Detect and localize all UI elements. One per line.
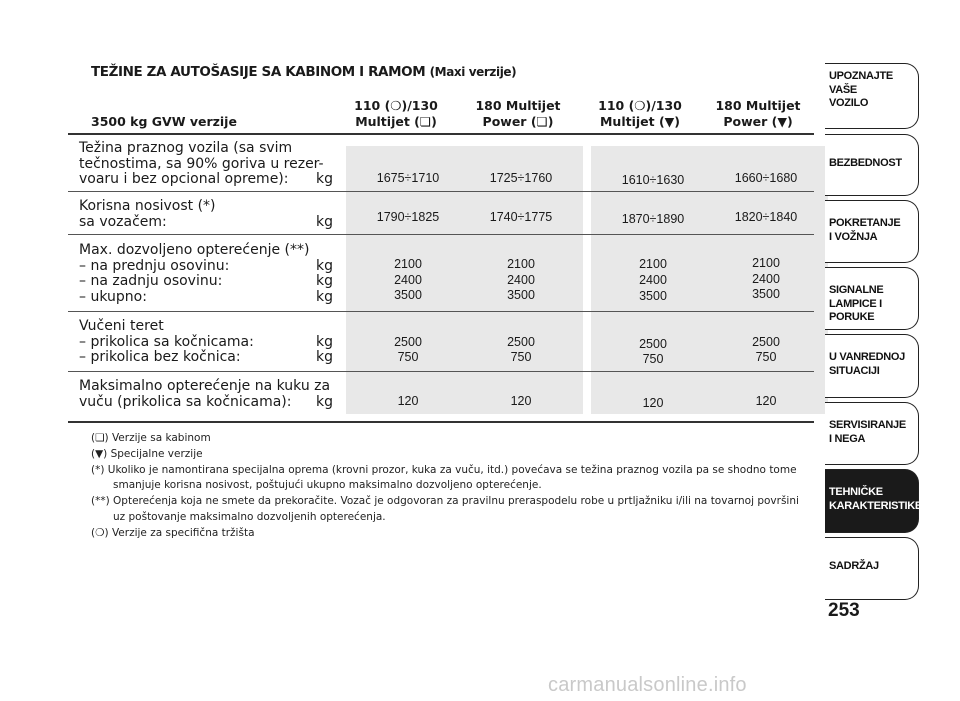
value-empty-weight: 1725÷1760 <box>489 171 553 185</box>
row-divider <box>68 234 814 235</box>
value-empty-weight: 1660÷1680 <box>734 171 798 185</box>
sidebar-tab-servisiranje[interactable]: SERVISIRANJE I NEGA <box>825 402 919 465</box>
value-braked-trailer: 2500 <box>394 335 422 349</box>
value-rear-axle: 2400 <box>752 272 780 286</box>
label-line <box>79 259 333 275</box>
column-header <box>458 98 578 130</box>
label-line <box>79 199 333 215</box>
value-hitch-load: 120 <box>510 394 532 408</box>
footnote-continuation: smanjuje korisna nosivost, poštujući ukupno maksimalno dozvoljeno opterećenje. <box>113 479 542 492</box>
label-unit: kg <box>316 273 333 289</box>
footnote: (▼) Specijalne verzije <box>91 447 203 460</box>
sidebar-tab-bezbednost[interactable]: BEZBEDNOST <box>825 134 919 196</box>
gvw-label: 3500 kg GVW verzije <box>91 114 237 129</box>
value-rear-axle: 2400 <box>394 273 422 287</box>
sidebar-tab-vanredna[interactable]: U VANREDNOJ SITUACIJI <box>825 334 919 398</box>
value-braked-trailer: 2500 <box>752 335 780 349</box>
table-bottom-rule <box>68 421 814 423</box>
row-label-max-load <box>79 243 333 305</box>
label-line <box>79 157 333 173</box>
label-text: sa vozačem: <box>79 213 167 230</box>
value-empty-weight: 1610÷1630 <box>621 173 685 187</box>
column-header-line1: 180 Multijet <box>715 98 801 113</box>
label-text: Vučeni teret <box>79 318 164 334</box>
footnote: (*) Ukoliko je namontirana specijalna oprema (krovni prozor, kuka za vuču, itd.) povećava se težina praznog vozila pa se shodno tome <box>91 463 797 476</box>
value-unbraked-trailer: 750 <box>642 352 664 366</box>
column-header-line1: 110 (❍)/130 <box>598 98 682 113</box>
label-line <box>79 290 333 306</box>
value-empty-weight: 1675÷1710 <box>376 171 440 185</box>
label-line <box>79 335 333 351</box>
label-line <box>79 395 333 411</box>
label-unit: kg <box>316 257 333 274</box>
label-text: Težina praznog vozila (sa svim <box>79 140 293 156</box>
value-rear-axle: 2400 <box>639 273 667 287</box>
column-header-line2: Multijet (▼) <box>599 114 680 129</box>
label-line <box>79 274 333 290</box>
label-text: Korisna nosivost (*) <box>79 198 216 214</box>
sidebar-tab-pokretanje[interactable]: POKRETANJE I VOŽNJA <box>825 200 919 263</box>
label-line <box>79 141 333 157</box>
column-header-line2: Power (▼) <box>723 114 793 129</box>
row-label-empty-weight <box>79 141 333 188</box>
label-line <box>79 319 333 335</box>
value-hitch-load: 120 <box>755 394 777 408</box>
value-braked-trailer: 2500 <box>507 335 535 349</box>
value-payload: 1790÷1825 <box>376 210 440 224</box>
column-header-line2: Power (❏) <box>482 114 554 129</box>
column-header <box>580 98 700 130</box>
value-hitch-load: 120 <box>397 394 419 408</box>
table-top-rule <box>68 133 814 135</box>
value-front-axle: 2100 <box>507 257 535 271</box>
label-text: voaru i bez opcional opreme): <box>79 171 289 187</box>
value-hitch-load: 120 <box>642 396 664 410</box>
label-unit: kg <box>316 349 333 365</box>
footnote: (**) Opterećenja koja ne smete da prekoračite. Vozač je odgovoran za pravilnu preraspodelu robe u prtljažniku i/ili na tovarnoj površini <box>91 495 799 508</box>
label-text: Maksimalno opterećenje na kuku za <box>79 378 331 394</box>
footnotes <box>91 431 813 542</box>
label-text: – na prednju osovinu: <box>79 257 230 274</box>
label-line <box>79 379 333 395</box>
footnote: (❍) Verzije za specifična tržišta <box>91 526 255 539</box>
label-line <box>79 215 333 231</box>
label-text: tečnostima, sa 90% goriva u rezer- <box>79 155 324 172</box>
value-braked-trailer: 2500 <box>639 337 667 351</box>
column-header <box>336 98 456 130</box>
watermark: carmanualsonline.info <box>548 674 747 696</box>
row-label-towed <box>79 319 333 366</box>
title-sub: (Maxi verzije) <box>429 65 517 79</box>
row-divider <box>68 191 814 192</box>
column-header-line1: 110 (❍)/130 <box>354 98 438 113</box>
label-text: – prikolica bez kočnica: <box>79 349 241 365</box>
column-header-line1: 180 Multijet <box>475 98 561 113</box>
footnote-continuation: uz poštovanje maksimalno dozvoljenih opterećenja. <box>113 510 386 523</box>
sidebar-tab-upoznajte[interactable]: UPOZNAJTE VAŠE VOZILO <box>825 63 919 129</box>
label-text: – ukupno: <box>79 288 147 305</box>
label-text: – prikolica sa kočnicama: <box>79 333 254 350</box>
value-payload: 1740÷1775 <box>489 210 553 224</box>
label-line <box>79 172 333 188</box>
value-front-axle: 2100 <box>394 257 422 271</box>
label-unit: kg <box>316 288 333 305</box>
row-divider <box>68 311 814 312</box>
value-front-axle: 2100 <box>752 256 780 270</box>
sidebar-tab-signalne[interactable]: SIGNALNE LAMPICE I PORUKE <box>825 267 919 330</box>
sidebar-tab-tehnicke[interactable]: TEHNIČKE KARAKTERISTIKE <box>825 469 919 533</box>
value-unbraked-trailer: 750 <box>510 350 532 364</box>
row-divider <box>68 371 814 372</box>
row-label-hitch <box>79 379 333 410</box>
page-title <box>91 64 516 80</box>
value-payload: 1820÷1840 <box>734 210 798 224</box>
label-line <box>79 350 333 366</box>
label-unit: kg <box>316 213 333 230</box>
footnote: (❏) Verzije sa kabinom <box>91 432 211 444</box>
label-text: Max. dozvoljeno opterećenje (**) <box>79 242 310 258</box>
value-unbraked-trailer: 750 <box>755 350 777 364</box>
title-main: TEŽINE ZA AUTOŠASIJE SA KABINOM I RAMOM <box>91 64 426 80</box>
value-unbraked-trailer: 750 <box>397 350 419 364</box>
value-rear-axle: 2400 <box>507 273 535 287</box>
value-total-load: 3500 <box>394 288 422 302</box>
column-header <box>698 98 818 130</box>
row-label-payload <box>79 199 333 230</box>
label-unit: kg <box>316 333 333 350</box>
column-header-line2: Multijet (❏) <box>355 114 437 129</box>
label-unit: kg <box>316 171 333 187</box>
value-total-load: 3500 <box>507 288 535 302</box>
label-unit: kg <box>316 393 333 410</box>
value-front-axle: 2100 <box>639 257 667 271</box>
label-line <box>79 243 333 259</box>
value-total-load: 3500 <box>752 287 780 301</box>
label-text: vuču (prikolica sa kočnicama): <box>79 393 292 410</box>
label-text: – na zadnju osovinu: <box>79 273 223 289</box>
page-number: 253 <box>828 600 860 621</box>
value-payload: 1870÷1890 <box>621 212 685 226</box>
sidebar-tab-sadrzaj[interactable]: SADRŽAJ <box>825 537 919 600</box>
value-total-load: 3500 <box>639 289 667 303</box>
